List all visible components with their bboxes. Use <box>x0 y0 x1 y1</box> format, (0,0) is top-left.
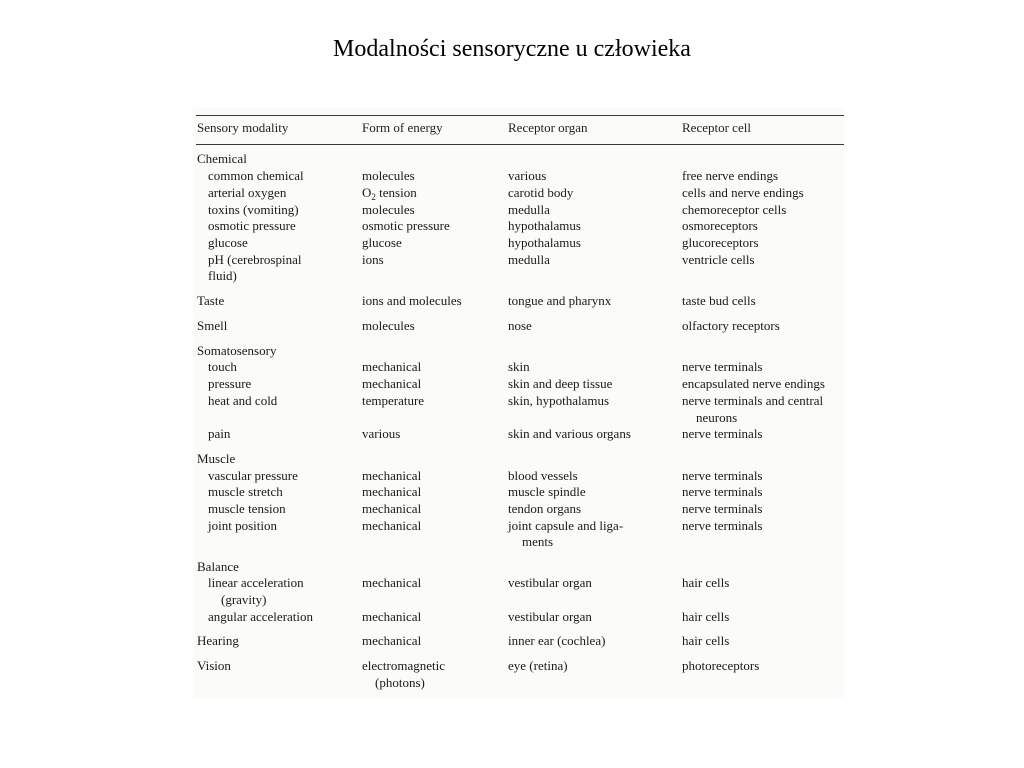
energy-cell: mechanical <box>362 609 422 624</box>
energy-cell: mechanical <box>362 484 422 499</box>
organ-cell: skin <box>508 359 530 374</box>
modality-cell: muscle tension <box>208 501 286 516</box>
table-row <box>197 609 844 626</box>
modality-cell-continuation: fluid) <box>208 268 237 283</box>
group-label-vision: Vision <box>197 658 231 673</box>
receptor-cell: hair cells <box>682 575 730 590</box>
receptor-cell: glucoreceptors <box>682 235 759 250</box>
organ-cell: skin, hypothalamus <box>508 393 610 408</box>
group-row <box>197 451 844 468</box>
receptor-cell: hair cells <box>682 633 730 648</box>
table-row <box>197 293 844 310</box>
receptor-cell: hair cells <box>682 609 730 624</box>
receptor-cell: nerve terminals <box>682 359 763 374</box>
receptor-cell: nerve terminals <box>682 501 763 516</box>
energy-cell: various <box>362 426 401 441</box>
energy-cell: mechanical <box>362 359 422 374</box>
table-row <box>197 393 844 410</box>
energy-subscript: 2 <box>371 192 376 202</box>
organ-cell: inner ear (cochlea) <box>508 633 606 648</box>
table-row <box>197 318 844 335</box>
table-row <box>197 484 844 501</box>
organ-cell: blood vessels <box>508 468 578 483</box>
receptor-cell: nerve terminals <box>682 426 763 441</box>
energy-cell: temperature <box>362 393 425 408</box>
organ-cell: muscle spindle <box>508 484 586 499</box>
modality-cell-continuation: (gravity) <box>221 592 267 607</box>
modality-cell: linear acceleration <box>208 575 304 590</box>
table-row <box>197 518 844 535</box>
organ-cell: hypothalamus <box>508 235 581 250</box>
group-row <box>197 559 844 576</box>
receptor-cell: nerve terminals and central <box>682 393 824 408</box>
receptor-cell: encapsulated nerve endings <box>682 376 825 391</box>
header-form-of-energy: Form of energy <box>362 120 443 135</box>
group-label-balance: Balance <box>197 559 239 574</box>
organ-cell: tongue and pharynx <box>508 293 612 308</box>
energy-cell: ions <box>362 252 384 267</box>
energy-symbol: O <box>362 185 372 200</box>
modality-cell: pressure <box>208 376 252 391</box>
group-row <box>197 343 844 360</box>
receptor-cell: ventricle cells <box>682 252 755 267</box>
organ-cell: skin and deep tissue <box>508 376 613 391</box>
table-row <box>197 633 844 650</box>
receptor-cell: nerve terminals <box>682 468 763 483</box>
energy-cell: mechanical <box>362 575 422 590</box>
receptor-cell: cells and nerve endings <box>682 185 804 200</box>
table-row-continuation <box>197 592 844 609</box>
receptor-cell: olfactory receptors <box>682 318 780 333</box>
table-row-continuation <box>197 534 844 551</box>
organ-cell: skin and various organs <box>508 426 631 441</box>
receptor-cell: photoreceptors <box>682 658 760 673</box>
modality-cell: pH (cerebrospinal <box>208 252 302 267</box>
organ-cell: nose <box>508 318 532 333</box>
table-row <box>197 252 844 269</box>
table-row <box>197 426 844 443</box>
organ-cell: medulla <box>508 202 550 217</box>
table-row <box>197 218 844 235</box>
modality-cell: osmotic pressure <box>208 218 296 233</box>
receptor-cell: nerve terminals <box>682 518 763 533</box>
modality-cell: arterial oxygen <box>208 185 287 200</box>
table-row-continuation <box>197 268 844 285</box>
organ-cell: various <box>508 168 547 183</box>
slide-title: Modalności sensoryczne u człowieka <box>333 36 691 62</box>
organ-cell: joint capsule and liga- <box>508 518 624 533</box>
receptor-cell: nerve terminals <box>682 484 763 499</box>
table-row-continuation <box>197 410 844 427</box>
organ-cell: medulla <box>508 252 550 267</box>
group-row <box>197 151 844 168</box>
table-row <box>197 501 844 518</box>
modality-cell: pain <box>208 426 231 441</box>
energy-cell: mechanical <box>362 518 422 533</box>
table-row-continuation <box>197 675 844 692</box>
receptor-cell: free nerve endings <box>682 168 779 183</box>
table-row <box>197 185 844 202</box>
energy-cell-continuation: (photons) <box>375 675 425 690</box>
header-receptor-organ: Receptor organ <box>508 120 588 135</box>
energy-cell: osmotic pressure <box>362 218 450 233</box>
table-row <box>197 235 844 252</box>
header-sensory-modality: Sensory modality <box>197 120 289 135</box>
modality-cell: muscle stretch <box>208 484 283 499</box>
modality-cell: vascular pressure <box>208 468 298 483</box>
organ-cell: eye (retina) <box>508 658 568 673</box>
modality-cell: touch <box>208 359 237 374</box>
table-top-rule <box>196 115 844 116</box>
modality-cell: heat and cold <box>208 393 278 408</box>
energy-rest: tension <box>375 185 417 200</box>
energy-cell: glucose <box>362 235 402 250</box>
group-label-taste: Taste <box>197 293 225 308</box>
receptor-cell-continuation: neurons <box>696 410 738 425</box>
group-label-chemical: Chemical <box>197 151 247 166</box>
group-label-hearing: Hearing <box>197 633 239 648</box>
scanned-table-image <box>193 108 844 698</box>
energy-cell: ions and molecules <box>362 293 462 308</box>
modality-cell: angular acceleration <box>208 609 314 624</box>
receptor-cell: taste bud cells <box>682 293 756 308</box>
group-label-somatosensory: Somatosensory <box>197 343 277 358</box>
group-label-muscle: Muscle <box>197 451 236 466</box>
energy-cell: mechanical <box>362 468 422 483</box>
table-row <box>197 575 844 592</box>
organ-cell: carotid body <box>508 185 574 200</box>
energy-cell: mechanical <box>362 501 422 516</box>
modality-cell: joint position <box>208 518 277 533</box>
receptor-cell: osmoreceptors <box>682 218 758 233</box>
modality-cell: common chemical <box>208 168 304 183</box>
energy-cell: molecules <box>362 168 415 183</box>
energy-cell: electromagnetic <box>362 658 446 673</box>
organ-cell: vestibular organ <box>508 575 592 590</box>
energy-cell: molecules <box>362 202 415 217</box>
group-label-smell: Smell <box>197 318 228 333</box>
table-row <box>197 658 844 675</box>
table-row <box>197 359 844 376</box>
table-row <box>197 168 844 185</box>
energy-cell: molecules <box>362 318 415 333</box>
organ-cell: vestibular organ <box>508 609 592 624</box>
table-row <box>197 376 844 393</box>
modality-cell: toxins (vomiting) <box>208 202 299 217</box>
table-row <box>197 468 844 485</box>
modality-cell: glucose <box>208 235 248 250</box>
organ-cell: tendon organs <box>508 501 582 516</box>
organ-cell: hypothalamus <box>508 218 581 233</box>
table-row <box>197 202 844 219</box>
organ-cell-continuation: ments <box>522 534 554 549</box>
table-header-rule <box>196 144 844 145</box>
energy-cell: mechanical <box>362 633 422 648</box>
energy-cell: mechanical <box>362 376 422 391</box>
receptor-cell: chemoreceptor cells <box>682 202 787 217</box>
header-receptor-cell: Receptor cell <box>682 120 751 135</box>
